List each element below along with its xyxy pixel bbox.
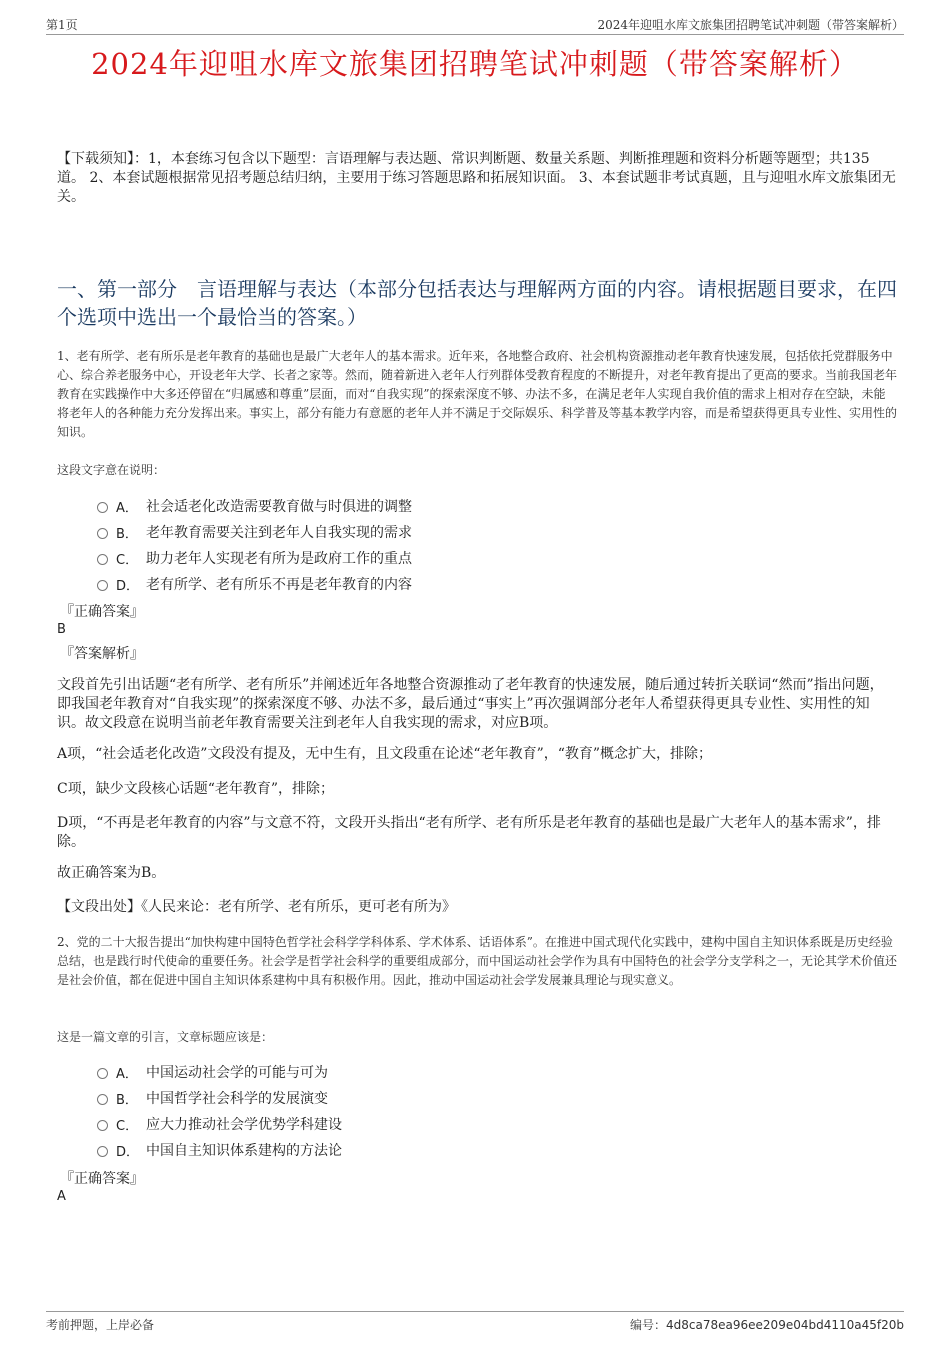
option-letter: A． — [116, 1066, 138, 1082]
radio-icon[interactable] — [97, 1094, 108, 1105]
correct-answer: B — [57, 622, 66, 637]
option-letter: D． — [116, 1144, 140, 1160]
option-letter: B． — [116, 526, 138, 542]
document-code — [630, 1316, 904, 1333]
question-2-options — [97, 1059, 342, 1163]
header-doc-title: 2024年迎咀水库文旅集团招聘笔试冲刺题（带答案解析） — [597, 18, 904, 32]
radio-icon[interactable] — [97, 554, 108, 565]
option-d[interactable] — [97, 571, 412, 597]
download-notice: 【下载须知】：1，本套练习包含以下题型：言语理解与表达题、常识判断题、数量关系题、判断推理题和资料分析题等题型；共135道。 2、本套试题根据常见招考题总结归纳，主要用于练习答题思路和拓展知识面。 3、本套试题非考试真题，且与迎咀水库文旅集团无关。 — [57, 151, 896, 205]
question-1-prompt: 这段文字意在说明： — [57, 463, 166, 477]
option-text: 老有所学、老有所乐不再是老年教育的内容 — [146, 577, 412, 593]
correct-answer-label: 『正确答案』 — [60, 1171, 144, 1187]
radio-icon[interactable] — [97, 1146, 108, 1157]
option-text: 中国运动社会学的可能与可为 — [146, 1065, 328, 1081]
option-b[interactable] — [97, 519, 412, 545]
code-value: 4d8ca78ea96ee209e04bd4110a45f20b — [666, 1318, 904, 1332]
document-title: 2024年迎咀水库文旅集团招聘笔试冲刺题（带答案解析） — [91, 47, 859, 81]
analysis-conclusion: 故正确答案为B。 — [57, 865, 166, 881]
footer-slogan: 考前押题，上岸必备 — [46, 1318, 155, 1332]
analysis-label: 『答案解析』 — [60, 646, 144, 662]
option-letter: A． — [116, 500, 138, 516]
page-number: 第1页 — [46, 18, 78, 32]
option-letter: D． — [116, 578, 140, 594]
option-d[interactable] — [97, 1137, 342, 1163]
radio-icon[interactable] — [97, 1120, 108, 1131]
question-2-prompt: 这是一篇文章的引言，文章标题应该是： — [57, 1030, 274, 1044]
question-1-options — [97, 493, 412, 597]
option-b[interactable] — [97, 1085, 342, 1111]
section-heading: 一、第一部分 言语理解与表达（本部分包括表达与理解两方面的内容。请根据题目要求，在四个选项中选出一个最恰当的答案。） — [57, 277, 897, 329]
analysis-paragraph: D项，“不再是老年教育的内容”与文意不符，文段开头指出“老有所学、老有所乐是老年教育的基础也是最广大老年人的基本需求”，排除。 — [57, 815, 881, 850]
option-text: 中国自主知识体系建构的方法论 — [146, 1143, 342, 1159]
option-c[interactable] — [97, 545, 412, 571]
correct-answer-label: 『正确答案』 — [60, 604, 144, 620]
option-text: 社会适老化改造需要教育做与时俱进的调整 — [146, 499, 412, 515]
option-text: 中国哲学社会科学的发展演变 — [146, 1091, 328, 1107]
option-c[interactable] — [97, 1111, 342, 1137]
option-letter: C． — [116, 1118, 139, 1134]
analysis-paragraph: 文段首先引出话题“老有所学、老有所乐”并阐述近年各地整合资源推动了老年教育的快速发展，随后通过转折关联词“然而”指出问题，即我国老年教育对“自我实现”的探索深度不够、办法不多，最后通过“事实上”再次强调部分老年人希望获得更具专业性、实用性的知识。故文段意在说明当前老年教育需要关注到老年人自我实现的需求，对应B项。 — [57, 677, 884, 731]
option-letter: C． — [116, 552, 139, 568]
option-text: 助力老年人实现老有所为是政府工作的重点 — [146, 551, 412, 567]
radio-icon[interactable] — [97, 580, 108, 591]
analysis-paragraph: A项，“社会适老化改造”文段没有提及，无中生有，且文段重在论述“老年教育”，“教育”概念扩大，排除； — [57, 746, 713, 762]
option-a[interactable] — [97, 1059, 342, 1085]
correct-answer: A — [57, 1189, 66, 1204]
option-a[interactable] — [97, 493, 412, 519]
code-label: 编号： — [630, 1318, 667, 1332]
option-text: 应大力推动社会学优势学科建设 — [146, 1117, 342, 1133]
page-header — [46, 14, 904, 35]
analysis-paragraph: C项，缺少文段核心话题“老年教育”，排除； — [57, 781, 335, 797]
option-letter: B． — [116, 1092, 138, 1108]
question-1-text: 1、老有所学、老有所乐是老年教育的基础也是最广大老年人的基本需求。近年来，各地整合政府、社会机构资源推动老年教育快速发展，包括依托党群服务中心、综合养老服务中心，开设老年大学、长者之家等。然而，随着新进入老年人行列群体受教育程度的不断提升，对老年教育提出了更高的要求。当前我国老年教育在实践操作中大多还停留在“归属感和尊重”层面，而对“自我实现”的探索深度不够、办法不多，在满足老年人实现自我价值的需求上相对存在空缺，未能将老年人的各种能力充分发挥出来。事实上，部分有能力有意愿的老年人并不满足于交际娱乐、科学普及等基本教学内容，而是希望获得更具专业性、实用性的知识。 — [57, 349, 898, 439]
radio-icon[interactable] — [97, 502, 108, 513]
passage-source: 【文段出处】《人民来论：老有所学、老有所乐，更可老有所为》 — [57, 899, 456, 915]
page-footer — [46, 1311, 904, 1332]
radio-icon[interactable] — [97, 528, 108, 539]
question-2-text: 2、党的二十大报告提出“加快构建中国特色哲学社会科学学科体系、学术体系、话语体系”。在推进中国式现代化实践中，建构中国自主知识体系既是历史经验总结，也是践行时代使命的重要任务。社会学是哲学社会科学的重要组成部分，而中国运动社会学作为具有中国特色的社会学分支学科之一，无论其学术价值还是社会价值，都在促进中国自主知识体系建构中具有积极作用。因此，推动中国运动社会学发展兼具理论与现实意义。 — [57, 935, 898, 987]
radio-icon[interactable] — [97, 1068, 108, 1079]
option-text: 老年教育需要关注到老年人自我实现的需求 — [146, 525, 412, 541]
